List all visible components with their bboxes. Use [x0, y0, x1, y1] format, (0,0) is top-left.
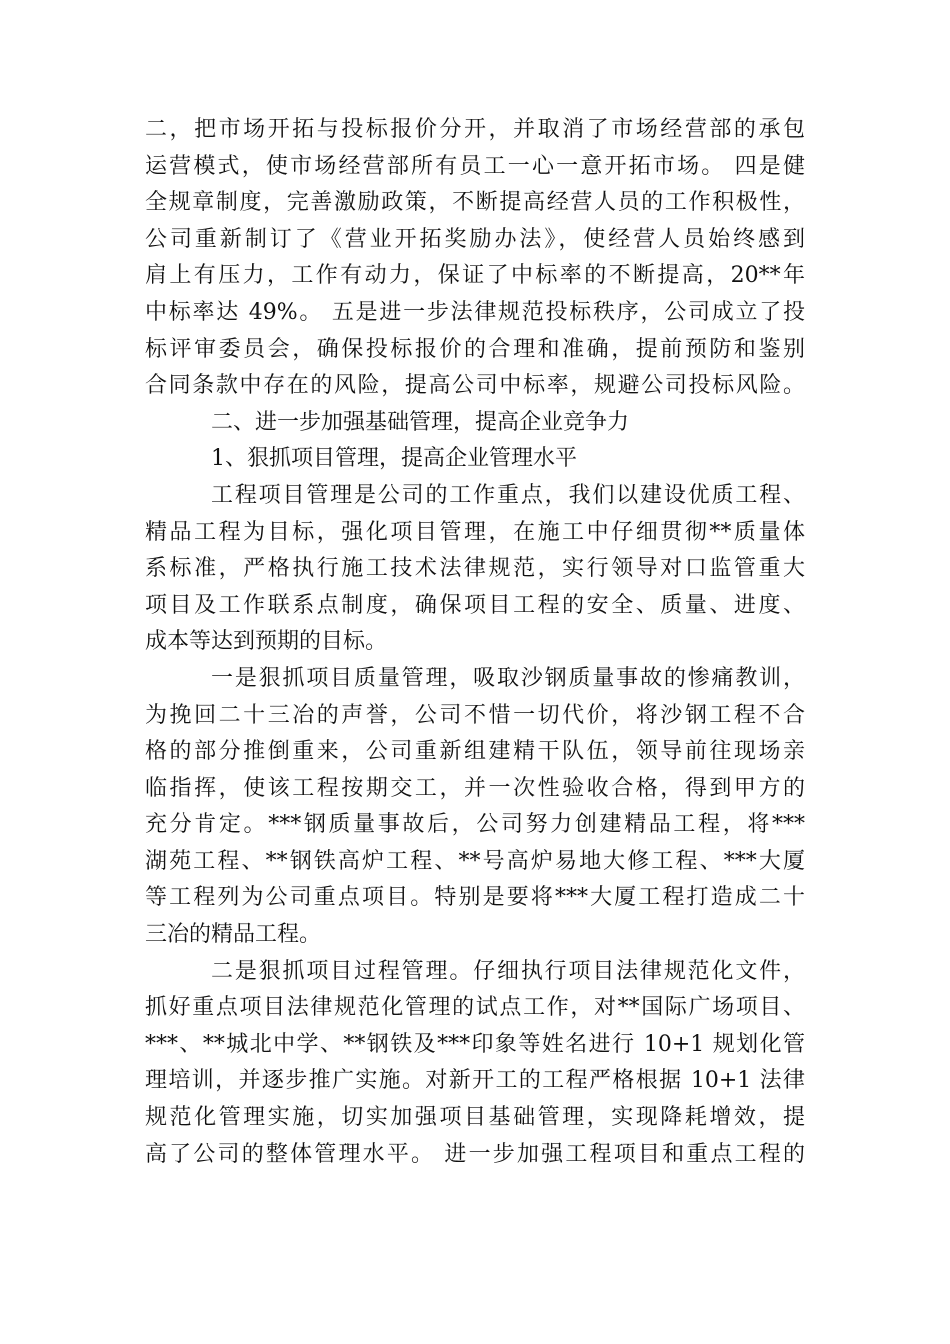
- text-line: 中标率达 49%。 五是进一步法律规范投标秩序，公司成立了投: [145, 299, 805, 325]
- section-heading: 二、进一步加强基础管理，提高企业竞争力: [211, 409, 630, 435]
- text-line: 项目及工作联系点制度，确保项目工程的安全、质量、进度、: [145, 592, 805, 618]
- text-line: ***、**城北中学、**钢铁及***印象等姓名进行 10+1 规划化管: [145, 1031, 805, 1057]
- text-line: 系标准，严格执行施工技术法律规范，实行领导对口监管重大: [145, 556, 805, 582]
- text-line: 三冶的精品工程。: [145, 922, 322, 948]
- text-line: 临指挥，使该工程按期交工，并一次性验收合格，得到甲方的: [145, 775, 805, 801]
- text-line: 湖苑工程、**钢铁高炉工程、**号高炉易地大修工程、***大厦: [145, 848, 805, 874]
- text-line: 理培训，并逐步推广实施。对新开工的工程严格根据 10+1 法律: [145, 1068, 805, 1094]
- text-line: 一是狠抓项目质量管理，吸取沙钢质量事故的惨痛教训，: [211, 665, 805, 691]
- text-line: 等工程列为公司重点项目。特别是要将***大厦工程打造成二十: [145, 885, 805, 911]
- text-line: 格的部分推倒重来，公司重新组建精干队伍，领导前往现场亲: [145, 739, 805, 765]
- text-line: 二是狠抓项目过程管理。仔细执行项目法律规范化文件，: [211, 958, 805, 984]
- text-line: 高了公司的整体管理水平。 进一步加强工程项目和重点工程的: [145, 1141, 805, 1167]
- document-page: [145, 112, 805, 1173]
- text-line: 为挽回二十三冶的声誉，公司不惜一切代价，将沙钢工程不合: [145, 702, 805, 728]
- text-line: 充分肯定。***钢质量事故后，公司努力创建精品工程，将***: [145, 812, 805, 838]
- text-line: 合同条款中存在的风险，提高公司中标率，规避公司投标风险。: [145, 373, 805, 399]
- text-line: 肩上有压力，工作有动力，保证了中标率的不断提高，20**年: [145, 263, 805, 289]
- text-line: 全规章制度，完善激励政策，不断提高经营人员的工作积极性，: [145, 190, 805, 216]
- text-line: 运营模式，使市场经营部所有员工一心一意开拓市场。 四是健: [145, 153, 805, 179]
- text-line: 精品工程为目标，强化项目管理，在施工中仔细贯彻**质量体: [145, 519, 805, 545]
- text-line: 公司重新制订了《营业开拓奖励办法》，使经营人员始终感到: [145, 226, 805, 252]
- text-line: 二，把市场开拓与投标报价分开，并取消了市场经营部的承包: [145, 117, 805, 142]
- text-line: 标评审委员会，确保投标报价的合理和准确，提前预防和鉴别: [145, 336, 805, 362]
- subsection-heading: 1、狠抓项目管理，提高企业管理水平: [211, 446, 577, 472]
- text-line: 规范化管理实施，切实加强项目基础管理，实现降耗增效，提: [145, 1105, 805, 1131]
- text-line: 工程项目管理是公司的工作重点，我们以建设优质工程、: [211, 482, 805, 508]
- text-line: 抓好重点项目法律规范化管理的试点工作，对**国际广场项目、: [145, 995, 805, 1021]
- text-line: 成本等达到预期的目标。: [145, 629, 388, 655]
